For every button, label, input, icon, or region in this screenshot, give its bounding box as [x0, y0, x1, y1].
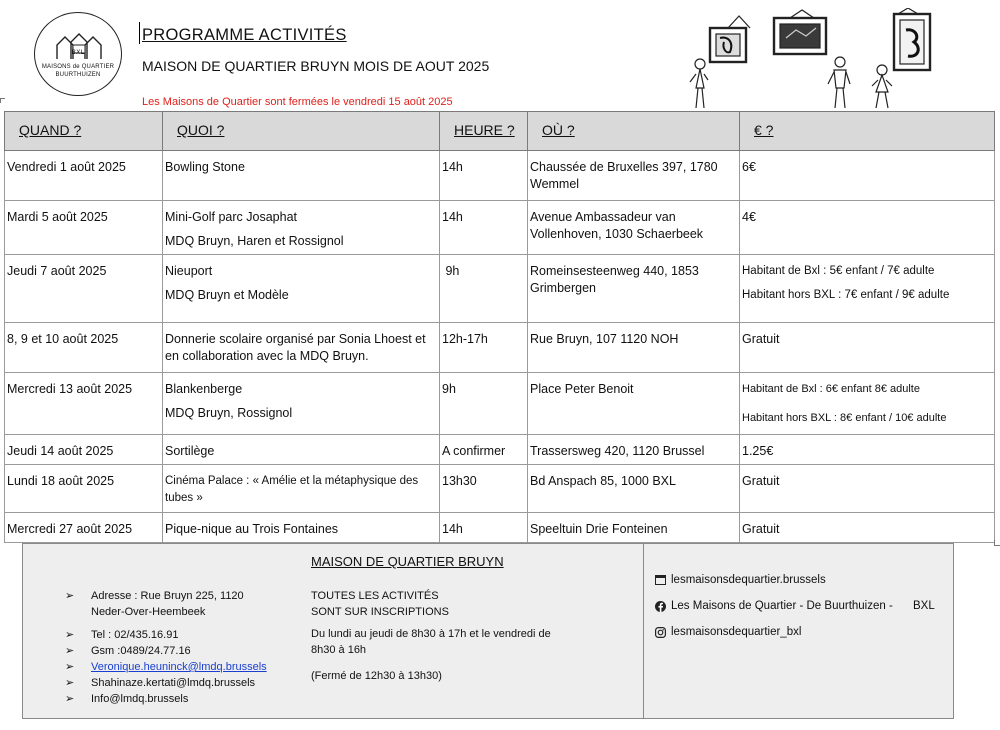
activities-line: SONT SUR INSCRIPTIONS [311, 606, 449, 618]
cell-what [163, 373, 440, 435]
email-item: ➢ Info@lmdq.brussels [65, 691, 275, 707]
cell-price [740, 323, 995, 373]
table-row [5, 255, 995, 323]
cell-where: Rue Bruyn, 107 1120 NOH [528, 323, 740, 373]
cell-when: Vendredi 1 août 2025 [5, 151, 163, 201]
gallery-illustration-icon [682, 8, 982, 112]
cell-price [740, 373, 995, 435]
logo-badge: BXL [71, 49, 85, 56]
gsm-item: ➢ Gsm :0489/24.77.16 [65, 643, 275, 659]
cell-time: 13h30 [440, 465, 528, 513]
cell-when: 8, 9 et 10 août 2025 [5, 323, 163, 373]
cell-when: Jeudi 14 août 2025 [5, 435, 163, 465]
cell-price-line: Gratuit [742, 522, 780, 536]
instagram-link[interactable] [655, 626, 945, 642]
table-row [5, 151, 995, 201]
cell-what [163, 513, 440, 543]
header-where: OÙ ? [528, 112, 740, 151]
cell-what [163, 465, 440, 513]
table-row [5, 323, 995, 373]
cell-price-line: Habitant hors BXL : 7€ enfant / 9€ adulte [742, 289, 950, 301]
cell-what-line: MDQ Bruyn, Rossignol [165, 406, 293, 420]
logo-line2: BUURTHUIZEN [55, 72, 101, 78]
cell-where: Place Peter Benoit [528, 373, 740, 435]
cell-price [740, 465, 995, 513]
email-item [65, 659, 275, 675]
cell-what-line: Pique-nique au Trois Fontaines [165, 522, 339, 536]
instagram-text: lesmaisonsdequartier_bxl [671, 626, 802, 638]
table-row [5, 435, 995, 465]
cell-what-line: MDQ Bruyn et Modèle [165, 288, 289, 302]
table-header-row [5, 112, 995, 151]
cell-where: Chaussée de Bruxelles 397, 1780 Wemmel [528, 151, 740, 201]
header-when: QUAND ? [5, 112, 163, 151]
activities-line: TOUTES LES ACTIVITÉS [311, 590, 439, 602]
cell-price-line: Habitant hors BXL : 8€ enfant / 10€ adulte [742, 412, 947, 424]
page-title: PROGRAMME ACTIVITÉS [142, 26, 347, 44]
cell-what-line: MDQ Bruyn, Haren et Rossignol [165, 234, 344, 248]
cell-time: 14h [440, 513, 528, 543]
logo [34, 12, 122, 96]
cell-time: 9h [440, 255, 528, 323]
cell-what-line: Blankenberge [165, 382, 243, 396]
cell-time: 9h [440, 373, 528, 435]
facebook-icon [655, 601, 666, 612]
table-row [5, 513, 995, 543]
closure-notice: Les Maisons de Quartier sont fermées le vendredi 15 août 2025 [142, 96, 453, 108]
cell-what [163, 255, 440, 323]
cell-where: Trassersweg 420, 1120 Brussel [528, 435, 740, 465]
houses-logo-icon [55, 31, 103, 61]
table-row [5, 373, 995, 435]
text-cursor [139, 22, 140, 44]
cell-time: A confirmer [440, 435, 528, 465]
cell-price [740, 513, 995, 543]
margin-mark [994, 540, 1000, 546]
email-item: ➢ Shahinaze.kertati@lmdq.brussels [65, 675, 275, 691]
facebook-link[interactable] [655, 600, 945, 616]
cell-where: Romeinsesteenweg 440, 1853 Grimbergen [528, 255, 740, 323]
table-row [5, 201, 995, 255]
cell-when: Mardi 5 août 2025 [5, 201, 163, 255]
activities-table [4, 111, 995, 543]
cell-what [163, 151, 440, 201]
cell-what [163, 435, 440, 465]
cell-when: Mercredi 13 août 2025 [5, 373, 163, 435]
footer-divider [643, 544, 644, 718]
cell-price-line: 4€ [742, 210, 756, 224]
cell-time: 14h [440, 201, 528, 255]
website-link[interactable] [655, 574, 945, 590]
cell-price [740, 255, 995, 323]
cell-what [163, 201, 440, 255]
header-what: QUOI ? [163, 112, 440, 151]
tel-item: ➢ Tel : 02/435.16.91 [65, 627, 275, 643]
margin-mark [0, 98, 5, 103]
footer-heading: MAISON DE QUARTIER BRUYN [311, 554, 504, 569]
cell-when: Mercredi 27 août 2025 [5, 513, 163, 543]
cell-price-line: Gratuit [742, 332, 780, 346]
cell-price-line: Habitant de Bxl : 5€ enfant / 7€ adulte [742, 265, 935, 277]
header-time: HEURE ? [440, 112, 528, 151]
cell-price [740, 201, 995, 255]
header-price: € ? [740, 112, 995, 151]
table-row [5, 465, 995, 513]
cell-what-line: Mini-Golf parc Josaphat [165, 210, 298, 224]
registration-info [311, 588, 611, 694]
cell-time: 12h-17h [440, 323, 528, 373]
page-subtitle: MAISON DE QUARTIER BRUYN MOIS DE AOUT 2025 [142, 58, 490, 74]
cell-where: Bd Anspach 85, 1000 BXL [528, 465, 740, 513]
cell-price-line: 6€ [742, 160, 756, 174]
cell-what-line: Nieuport [165, 264, 213, 278]
cell-what [163, 323, 440, 373]
cell-when: Lundi 18 août 2025 [5, 465, 163, 513]
cell-price-line: Gratuit [742, 474, 780, 488]
cell-where: Speeltuin Drie Fonteinen [528, 513, 740, 543]
instagram-icon [655, 627, 666, 638]
activities-note [311, 588, 611, 620]
address-item: ➢ Adresse : Rue Bruyn 225, 1120 Neder-Over-Heembeek [65, 588, 275, 620]
cell-when: Jeudi 7 août 2025 [5, 255, 163, 323]
cell-what-line: Cinéma Palace : « Amélie et la métaphysique des tubes » [165, 475, 419, 504]
facebook-text: Les Maisons de Quartier - De Buurthuizen - [671, 600, 893, 612]
contact-list [65, 588, 275, 707]
opening-hours: Du lundi au jeudi de 8h30 à 17h et le vendredi de 8h30 à 16h [311, 628, 551, 656]
cell-what-line: Sortilège [165, 444, 215, 458]
cell-where: Avenue Ambassadeur van Vollenhoven, 1030 Schaerbeek [528, 201, 740, 255]
cell-price-line: Habitant de Bxl : 6€ enfant 8€ adulte [742, 383, 920, 395]
cell-price [740, 151, 995, 201]
cell-time: 14h [440, 151, 528, 201]
lunch-closure: (Fermé de 12h30 à 13h30) [311, 670, 442, 682]
browser-window-icon [655, 575, 666, 585]
cell-price [740, 435, 995, 465]
social-links [655, 574, 945, 652]
email-link[interactable]: Veronique.heuninck@lmdq.brussels [91, 661, 267, 673]
logo-line1: MAISONS de QUARTIER [41, 64, 115, 70]
contact-footer [22, 543, 954, 719]
cell-what-line: Donnerie scolaire organisé par Sonia Lhoest et en collaboration avec la MDQ Bruyn. [165, 332, 426, 363]
cell-price-line: 1.25€ [742, 444, 774, 458]
cell-what-line: Bowling Stone [165, 160, 245, 174]
website-text: lesmaisonsdequartier.brussels [671, 574, 826, 586]
facebook-suffix: BXL [913, 600, 935, 612]
